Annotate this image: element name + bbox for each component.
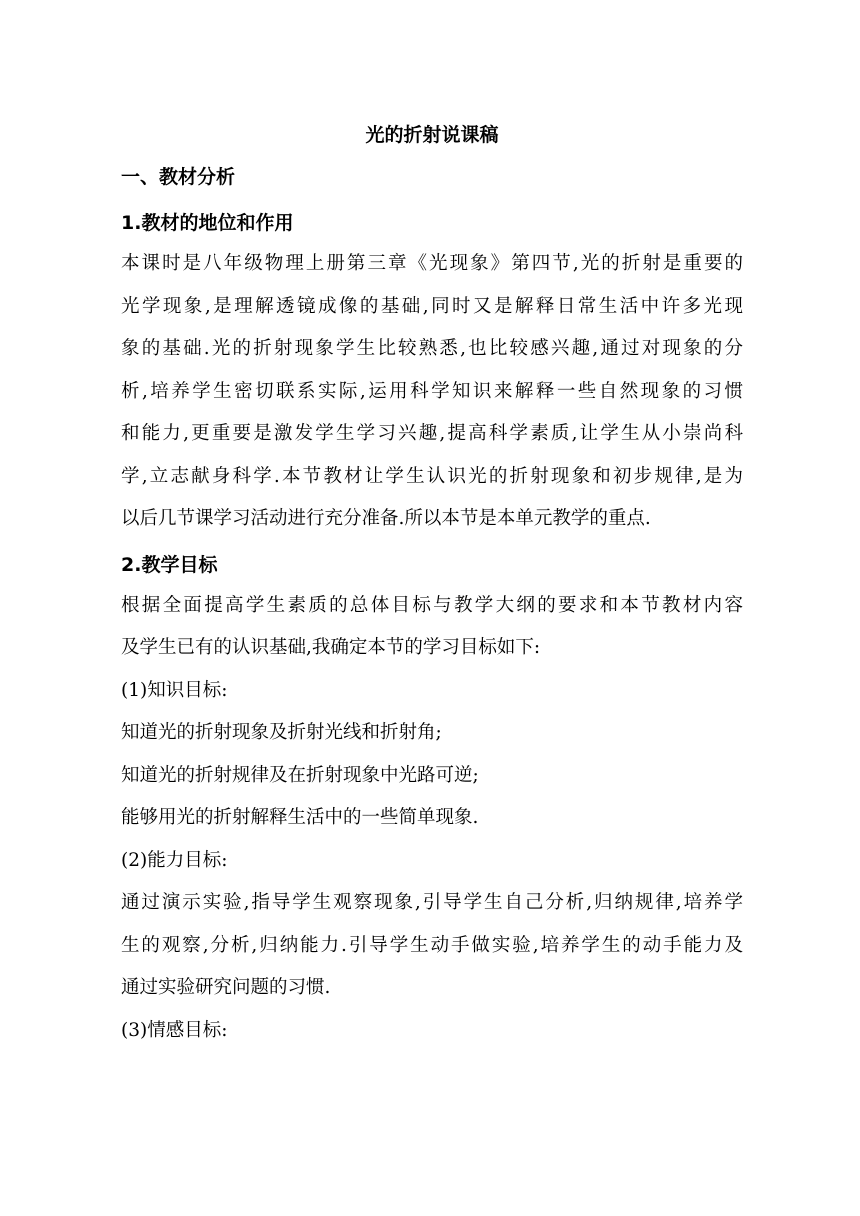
paragraph-line: 通过演示实验,指导学生观察现象,引导学生自己分析,归纳规律,培养学 (121, 892, 743, 913)
knowledge-objective-item: 知道光的折射规律及在折射现象中光路可逆; (121, 764, 479, 786)
document-body (121, 117, 743, 1052)
document-title: 光的折射说课稿 (365, 124, 499, 146)
knowledge-objective-item: 能够用光的折射解释生活中的一些简单现象. (121, 807, 479, 828)
paragraph-line: 象的基础.光的折射现象学生比较熟悉,也比较感兴趣,通过对现象的分 (121, 338, 743, 359)
paragraph-line: 光学现象,是理解透镜成像的基础,同时又是解释日常生活中许多光现 (121, 295, 743, 317)
knowledge-objectives-label: (1)知识目标: (121, 679, 228, 701)
subsection-heading-objectives: 2.教学目标 (121, 553, 218, 576)
paragraph-line: 以后几节课学习活动进行充分准备.所以本节是本单元教学的重点. (121, 508, 651, 529)
paragraph-line: 析,培养学生密切联系实际,运用科学知识来解释一些自然现象的习惯 (121, 380, 743, 402)
paragraph-line: 生的观察,分析,归纳能力.引导学生动手做实验,培养学生的动手能力及 (121, 934, 743, 956)
section-heading-textbook-analysis: 一、教材分析 (121, 166, 236, 188)
paragraph-line: 本课时是八年级物理上册第三章《光现象》第四节,光的折射是重要的 (121, 253, 743, 274)
paragraph-ability (121, 882, 743, 1010)
paragraph-line: 学,立志献身科学.本节教材让学生认识光的折射现象和初步规律,是为 (121, 465, 743, 487)
subsection-heading-role: 1.教材的地位和作用 (121, 212, 294, 234)
emotion-objectives-label: (3)情感目标: (121, 1019, 228, 1041)
paragraph-line: 通过实验研究问题的习惯. (121, 977, 331, 998)
paragraph-line: 和能力,更重要是激发学生学习兴趣,提高科学素质,让学生从小崇尚科 (121, 423, 743, 444)
paragraph-objectives-intro (121, 585, 743, 670)
paragraph-line: 根据全面提高学生素质的总体目标与教学大纲的要求和本节教材内容 (121, 594, 743, 616)
ability-objectives-label: (2)能力目标: (121, 849, 228, 871)
paragraph-role (121, 243, 743, 541)
knowledge-objective-item: 知道光的折射现象及折射光线和折射角; (121, 722, 442, 743)
paragraph-line: 及学生已有的认识基础,我确定本节的学习目标如下: (121, 637, 541, 658)
